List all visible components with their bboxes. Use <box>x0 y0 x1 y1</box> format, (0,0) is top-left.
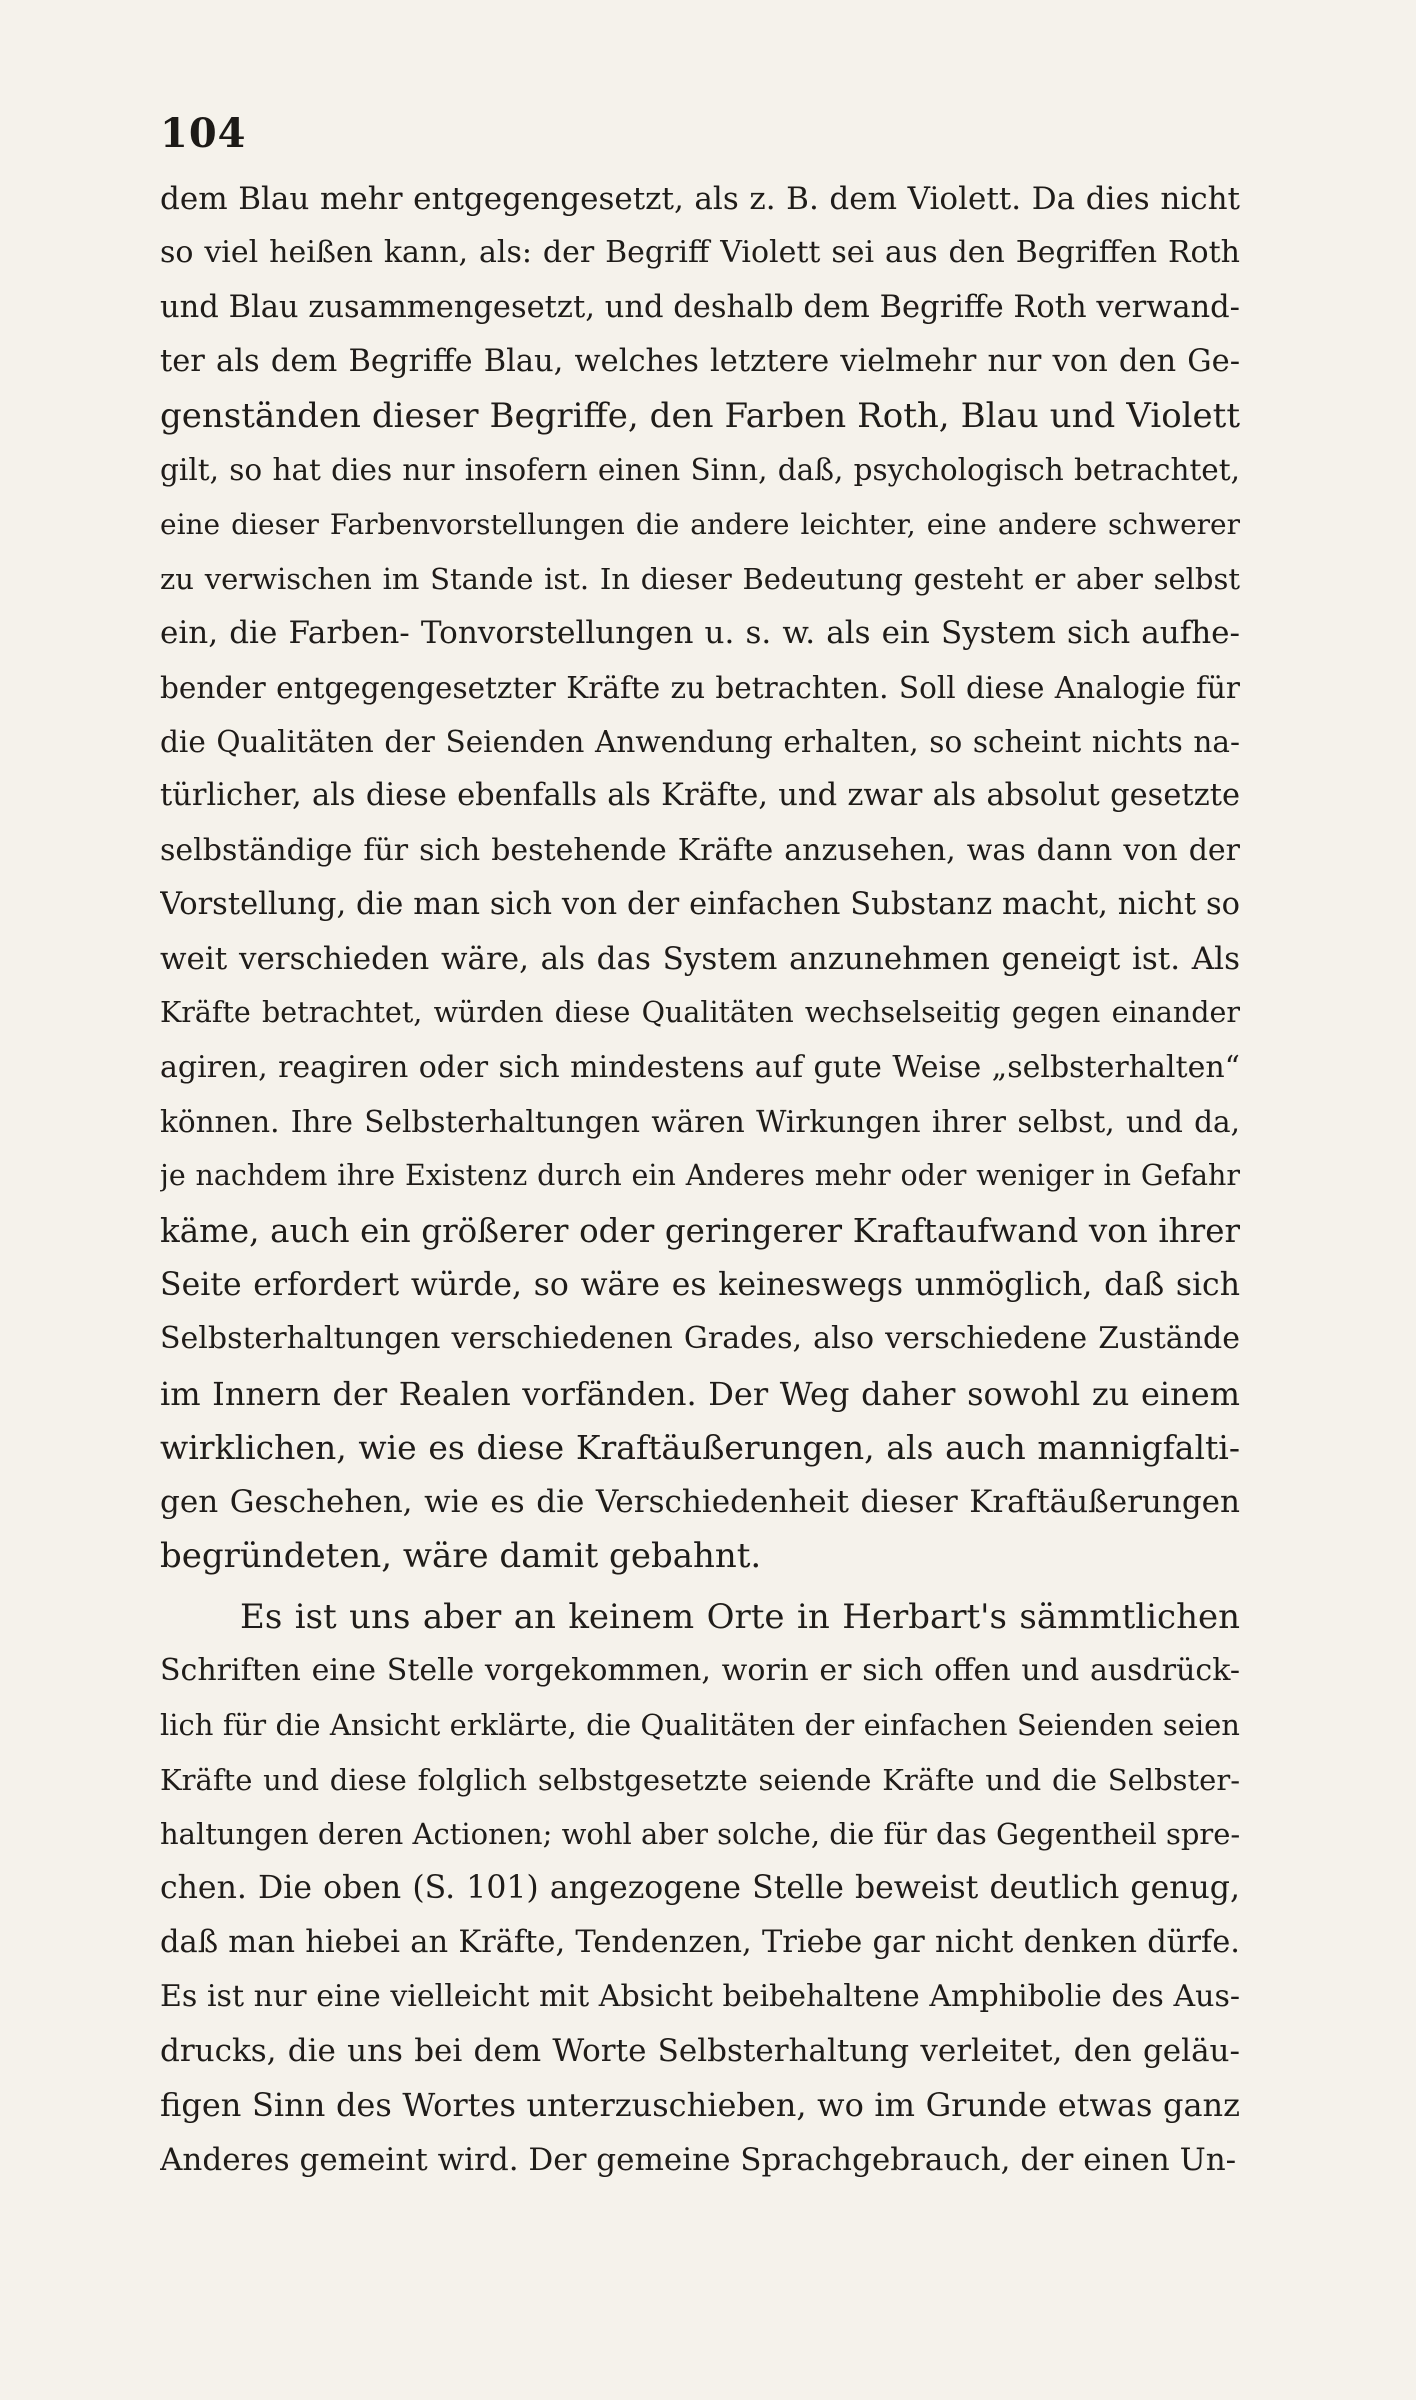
text-line: genständen dieser Begriffe, den Farben Roth, Blau und Violett <box>160 396 1240 437</box>
text-line: bender entgegengesetzter Kräfte zu betrachten. Soll diese Analogie für <box>160 670 1240 705</box>
text-line: Vorstellung, die man sich von der einfachen Substanz macht, nicht so <box>160 886 1240 922</box>
text-line: begründeten, wäre damit gebahnt. <box>160 1536 762 1577</box>
text-line: gilt, so hat dies nur insofern einen Sinn, daß, psychologisch betrachtet, <box>160 453 1240 488</box>
text-line: haltungen deren Actionen; wohl aber solche, die für das Gegentheil spre- <box>160 1816 1240 1851</box>
text-line: chen. Die oben (S. 101) angezogene Stelle beweist deutlich genug, <box>160 1870 1240 1907</box>
text-line: wirklichen, wie es diese Kraftäußerungen, als auch mannigfalti- <box>160 1427 1240 1467</box>
text-line: Schriften eine Stelle vorgekommen, worin er sich offen und ausdrück- <box>160 1653 1240 1689</box>
text-line: daß man hiebei an Kräfte, Tendenzen, Triebe gar nicht denken dürfe. <box>160 1924 1240 1960</box>
text-line: Kräfte betrachtet, würden diese Qualitäten wechselseitig gegen einander <box>160 996 1240 1030</box>
page-number: 104 <box>160 110 247 157</box>
text-line: drucks, die uns bei dem Worte Selbsterhaltung verleitet, den geläu- <box>160 2033 1240 2070</box>
body-text <box>160 172 1240 2187</box>
text-line: ter als dem Begriffe Blau, welches letztere vielmehr nur von den Ge- <box>160 343 1240 379</box>
text-line: die Qualitäten der Seienden Anwendung erhalten, so scheint nichts na- <box>160 724 1240 759</box>
text-line: ein, die Farben- Tonvorstellungen u. s. w. als ein System sich aufhe- <box>160 615 1240 652</box>
text-line: gen Geschehen, wie es die Verschiedenheit dieser Kraftäußerungen <box>160 1484 1240 1521</box>
text-line: käme, auch ein größerer oder geringerer Kraftaufwand von ihrer <box>160 1211 1240 1250</box>
text-line: Selbsterhaltungen verschiedenen Grades, also verschiedene Zustände <box>160 1321 1240 1357</box>
text-line: so viel heißen kann, als: der Begriff Violett sei aus den Begriffen Roth <box>160 235 1240 271</box>
text-line: Es ist nur eine vielleicht mit Absicht beibehaltene Amphibolie des Aus- <box>160 1978 1240 2014</box>
paragraph <box>160 1590 1240 2187</box>
text-line: und Blau zusammengesetzt, und deshalb dem Begriffe Roth verwand- <box>160 289 1240 325</box>
text-line: selbständige für sich bestehende Kräfte anzusehen, was dann von der <box>160 832 1240 868</box>
text-line: Seite erfordert würde, so wäre es keineswegs unmöglich, daß sich <box>160 1266 1240 1303</box>
text-line: Kräfte und diese folglich selbstgesetzte seiende Kräfte und die Selbster- <box>160 1762 1240 1797</box>
text-line: Es ist uns aber an keinem Orte in Herbart's sämmtlichen <box>240 1596 1240 1637</box>
paragraph <box>160 172 1240 1584</box>
text-line: zu verwischen im Stande ist. In dieser Bedeutung gesteht er aber selbst <box>160 562 1240 597</box>
text-line: dem Blau mehr entgegengesetzt, als z. B. dem Violett. Da dies nicht <box>160 181 1240 217</box>
text-line: figen Sinn des Wortes unterzuschieben, wo im Grunde etwas ganz <box>160 2086 1240 2125</box>
text-line: agiren, reagiren oder sich mindestens auf gute Weise „selbsterhalten“ <box>160 1049 1240 1085</box>
text-line: Anderes gemeint wird. Der gemeine Sprachgebrauch, der einen Un- <box>160 2141 1237 2178</box>
text-line: weit verschieden wäre, als das System anzunehmen geneigt ist. Als <box>160 941 1240 978</box>
text-line: im Innern der Realen vorfänden. Der Weg daher sowohl zu einem <box>160 1374 1240 1413</box>
text-line: können. Ihre Selbsterhaltungen wären Wirkungen ihrer selbst, und da, <box>160 1105 1240 1140</box>
text-line: lich für die Ansicht erklärte, die Qualitäten der einfachen Seienden seien <box>160 1708 1240 1743</box>
text-line: türlicher, als diese ebenfalls als Kräfte, und zwar als absolut gesetzte <box>160 778 1240 814</box>
text-line: je nachdem ihre Existenz durch ein Anderes mehr oder weniger in Gefahr <box>160 1159 1240 1193</box>
text-line: eine dieser Farbenvorstellungen die andere leichter, eine andere schwerer <box>160 507 1240 541</box>
